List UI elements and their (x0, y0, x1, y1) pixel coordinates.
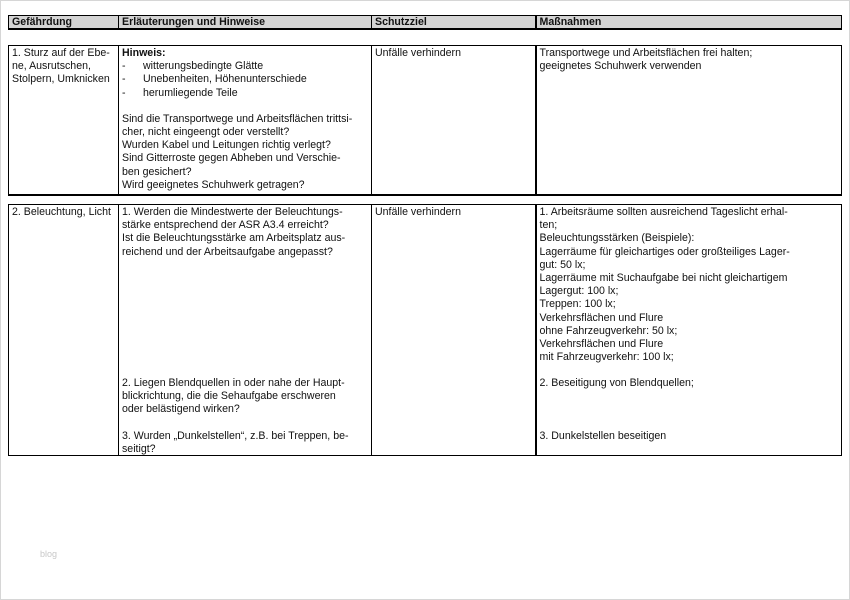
question-1: 1. Werden die Mindestwerte der Beleuchtungs- stärke entsprechend der ASR A3.4 erreicht? Ist die Beleuchtungsstärke am Arbeitsplatz aus- reichend und der Arbeitsaufgabe angepasst? (122, 206, 346, 258)
list-item: - Unebenheiten, Höhenunterschiede (122, 73, 307, 86)
row-1-measures (536, 46, 842, 196)
question-line: Sind Gitterroste gegen Abheben und Verschie- (122, 152, 341, 165)
header-measures: Maßnahmen (536, 16, 842, 30)
question-line: Wird geeignetes Schuhwerk getragen? (122, 178, 305, 191)
hazard-line: 1. Sturz auf der Ebe- (12, 47, 110, 59)
question-line: cher, nicht eingeengt oder verstellt? (122, 126, 290, 139)
row-1-explanations (119, 46, 372, 196)
table-row (9, 205, 842, 456)
list-item: - herumliegende Teile (122, 86, 238, 99)
measure-2: 2. Beseitigung von Blendquellen; (539, 377, 694, 389)
question-3: 3. Wurden „Dunkelstellen“, z.B. bei Treppen, be- seitigt? (122, 430, 349, 456)
table-row (9, 46, 842, 196)
hazard-line: Stolpern, Umknicken (12, 73, 110, 86)
measure-line: Transportwege und Arbeitsflächen frei halten; (539, 47, 753, 59)
bullet-dash: - (122, 73, 126, 86)
header-explanations: Erläuterungen und Hinweise (119, 16, 372, 30)
hint-title: Hinweis: (122, 47, 166, 59)
header-table (8, 15, 842, 30)
bullet-dash: - (122, 86, 126, 99)
question-line: ben gesichert? (122, 165, 192, 178)
question-2: 2. Liegen Blendquellen in oder nahe der Haupt- blickrichtung, die die Sehaufgabe erschweren oder belästigend wirken? (122, 377, 345, 416)
row-2-hazard: 2. Beleuchtung, Licht (9, 205, 119, 456)
question-line: Wurden Kabel und Leitungen richtig verlegt? (122, 139, 331, 152)
watermark: blog (40, 549, 58, 559)
measure-line: geeignetes Schuhwerk verwenden (539, 60, 702, 73)
header-protection-goal: Schutzziel (372, 16, 536, 30)
question-line: Sind die Transportwege und Arbeitsflächen trittsi- (122, 112, 353, 125)
hazard-line: ne, Ausrutschen, (12, 60, 91, 73)
row-1-table (8, 45, 842, 196)
row-2-explanations (119, 205, 372, 456)
row-2-table (8, 204, 842, 456)
header-row (9, 16, 842, 30)
row-2-measures (536, 205, 842, 456)
bullet-dash: - (122, 60, 126, 73)
measure-1: 1. Arbeitsräume sollten ausreichend Tageslicht erhal- ten; Beleuchtungsstärken (Beispiele): Lagerräume für gleichartiges oder großteiliges Lager- gut: 50 lx; Lagerräume mit Suchaufgabe bei nicht gleichartigem Lagergut: 100 lx; Treppen: 100 lx; Verkehrsflächen und Flure ohne Fahrzeugverkehr: 50 lx; Verkehrsflächen und Flure mit Fahrzeugverkehr: 100 lx; (539, 206, 790, 364)
header-hazard: Gefährdung (9, 16, 119, 30)
row-1-hazard (9, 46, 119, 196)
row-1-goal: Unfälle verhindern (372, 46, 536, 196)
measure-3: 3. Dunkelstellen beseitigen (539, 430, 667, 442)
list-item: - witterungsbedingte Glätte (122, 60, 264, 73)
row-2-goal: Unfälle verhindern (372, 205, 536, 456)
